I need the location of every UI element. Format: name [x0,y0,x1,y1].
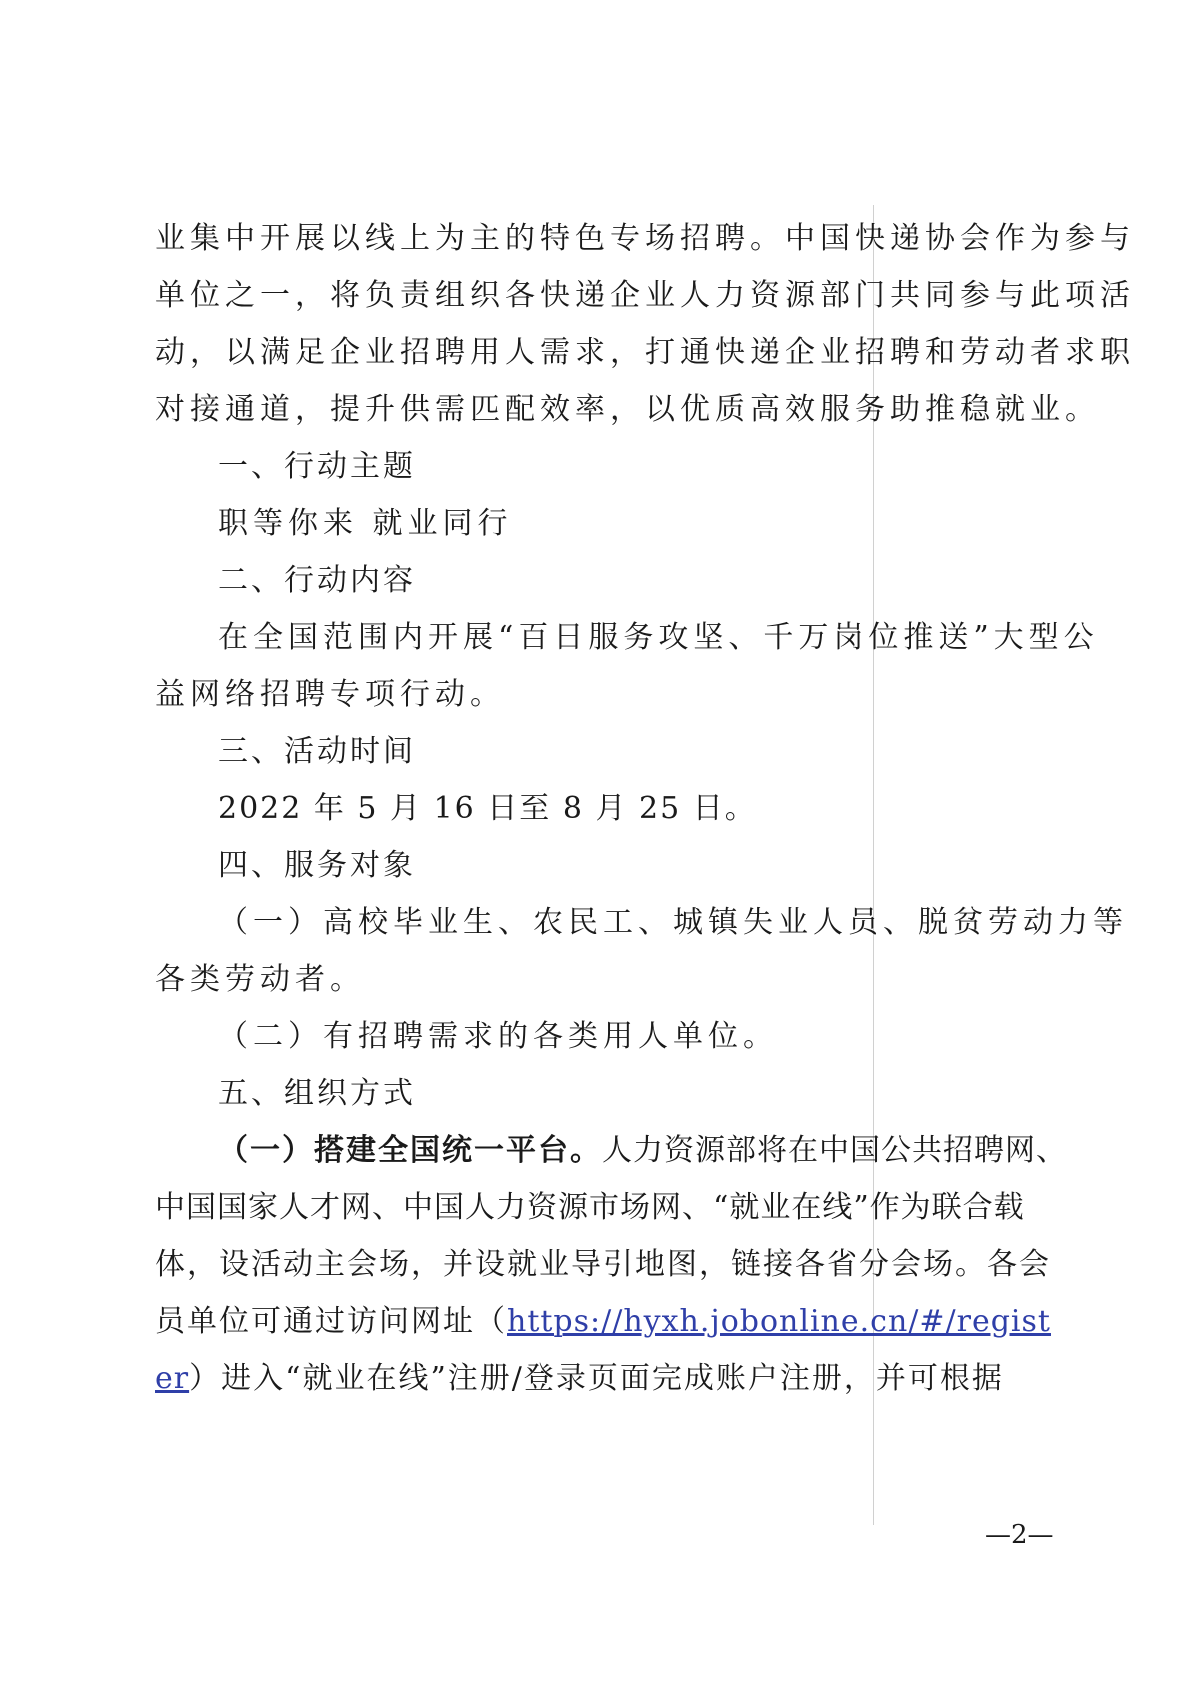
list-item: （二）有招聘需求的各类用人单位。 [218,1019,778,1054]
bold-lead: （一）搭建全国统一平台。 [218,1133,602,1168]
paragraph-line [155,1302,1051,1342]
section-heading: 四、服务对象 [218,848,416,883]
list-item: （一）高校毕业生、农民工、城镇失业人员、脱贫劳动力等 [218,905,1128,940]
section-body: 2022 年 5 月 16 日至 8 月 25 日。 [218,791,757,826]
paragraph-line: 单位之一，将负责组织各快递企业人力资源部门共同参与此项活 [155,278,1135,313]
paragraph-line: 动，以满足企业招聘用人需求，打通快递企业招聘和劳动者求职 [155,335,1135,370]
paragraph-line: 体，设活动主会场，并设就业导引地图，链接各省分会场。各会 [155,1247,1051,1282]
list-item: 各类劳动者。 [155,962,365,997]
section-heading: 三、活动时间 [218,734,416,769]
paragraph-line: 业集中开展以线上为主的特色专场招聘。中国快递协会作为参与 [155,221,1135,256]
section-body: 职等你来 就业同行 [218,506,513,541]
section-body: 在全国范围内开展“百日服务攻坚、千万岗位推送”大型公 [218,620,1099,655]
section-heading: 二、行动内容 [218,563,416,598]
paragraph-text: 员单位可通过访问网址（ [155,1304,507,1339]
paragraph-line [218,1131,1067,1171]
page-number: —2— [985,1520,1054,1550]
paragraph-line [155,1359,1045,1399]
section-heading: 一、行动主题 [218,449,416,484]
register-link-continued[interactable]: er [155,1361,190,1396]
paragraph-text: 人力资源部将在中国公共招聘网、 [602,1133,1067,1168]
section-body: 益网络招聘专项行动。 [155,677,505,712]
paragraph-text: ）进入“就业在线”注册/登录页面完成账户注册，并可根据 [189,1361,1004,1396]
paragraph-line: 对接通道，提升供需匹配效率，以优质高效服务助推稳就业。 [155,392,1100,427]
section-heading: 五、组织方式 [218,1076,416,1111]
register-link[interactable]: https://hyxh.jobonline.cn/#/regist [507,1304,1051,1339]
paragraph-line: 中国国家人才网、中国人力资源市场网、“就业在线”作为联合载 [155,1190,1025,1225]
